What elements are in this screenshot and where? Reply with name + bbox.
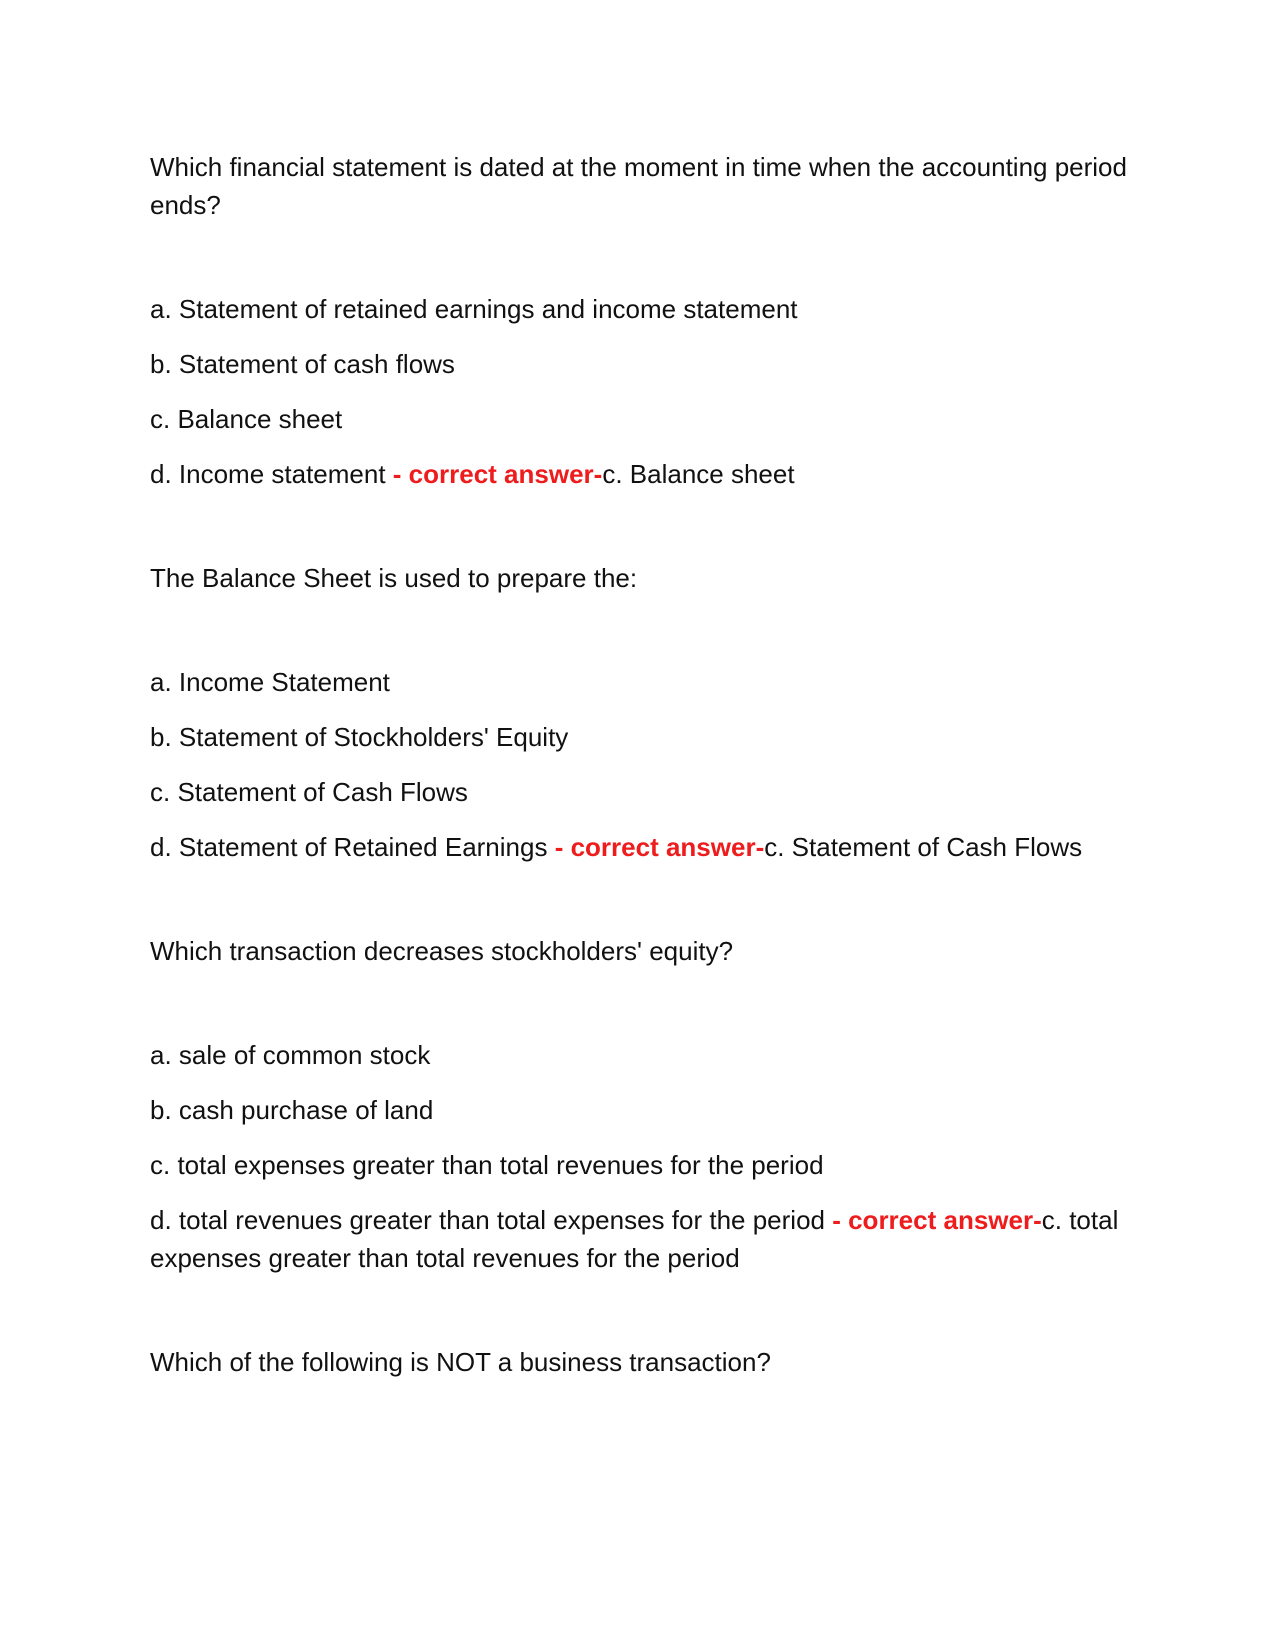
question-block: [150, 1343, 1150, 1381]
correct-answer-text: c. total expenses greater than total revenues for the period: [150, 1205, 1119, 1273]
question-prompt: Which of the following is NOT a business transaction?: [150, 1347, 771, 1377]
answer-option: c. Balance sheet: [150, 404, 343, 434]
answer-option-with-key: [150, 1201, 1150, 1277]
answer-option: c. total expenses greater than total revenues for the period: [150, 1150, 824, 1180]
answer-option: b. Statement of Stockholders' Equity: [150, 722, 569, 752]
question-prompt: Which financial statement is dated at the moment in time when the accounting period ends?: [150, 152, 1127, 220]
question-block: [150, 148, 1150, 493]
question-prompt: The Balance Sheet is used to prepare the:: [150, 563, 638, 593]
correct-answer-marker: - correct answer-: [554, 832, 765, 862]
question-block: [150, 559, 1150, 866]
answer-option: a. Statement of retained earnings and income statement: [150, 294, 798, 324]
answer-option-text: d. Statement of Retained Earnings: [150, 832, 555, 862]
answer-option-with-key: [150, 455, 1150, 493]
correct-answer-marker: - correct answer-: [832, 1205, 1042, 1235]
answer-option: a. Income Statement: [150, 667, 390, 697]
answer-option-text: d. total revenues greater than total expenses for the period: [150, 1205, 833, 1235]
document-page: [150, 148, 1150, 1381]
answer-option-with-key: [150, 828, 1150, 866]
answer-option: b. cash purchase of land: [150, 1095, 434, 1125]
answer-option: c. Statement of Cash Flows: [150, 777, 468, 807]
question-block: [150, 932, 1150, 1277]
answer-option: b. Statement of cash flows: [150, 349, 455, 379]
correct-answer-text: c. Balance sheet: [602, 459, 795, 489]
correct-answer-marker: - correct answer-: [392, 459, 603, 489]
answer-option: a. sale of common stock: [150, 1040, 431, 1070]
correct-answer-text: c. Statement of Cash Flows: [764, 832, 1083, 862]
answer-option-text: d. Income statement: [150, 459, 393, 489]
question-prompt: Which transaction decreases stockholders' equity?: [150, 936, 734, 966]
